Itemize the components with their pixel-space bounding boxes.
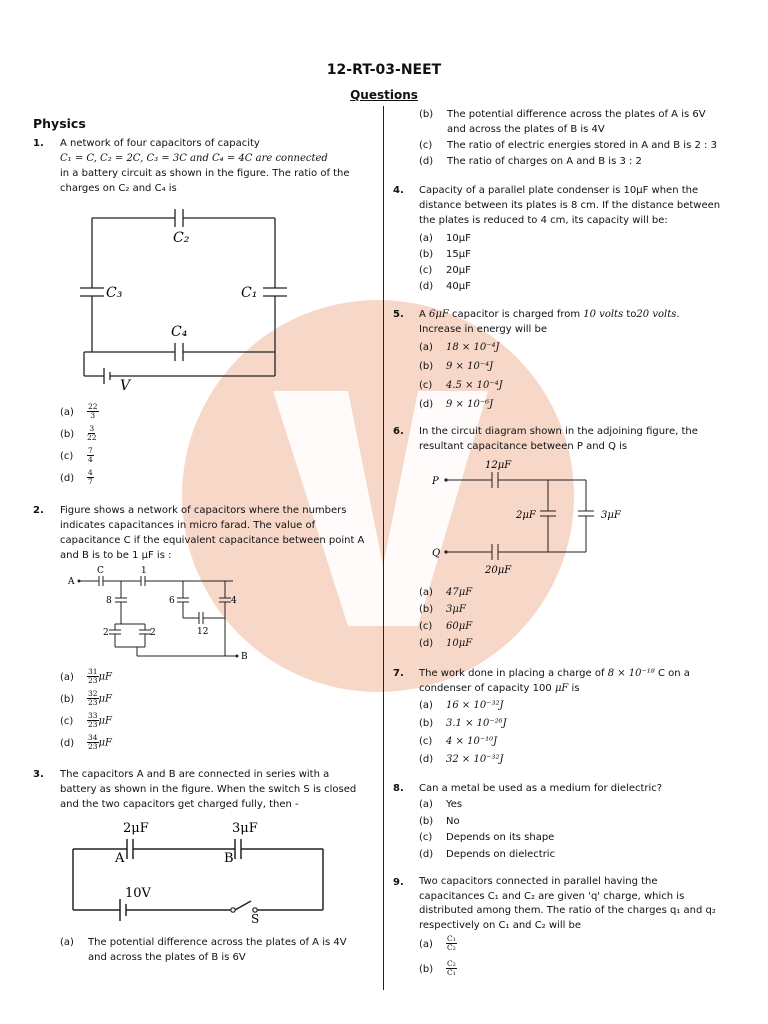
option-c[interactable] [419, 263, 471, 279]
label-one: 1 [141, 566, 147, 576]
fraction-den: C₂ [447, 943, 456, 952]
option-label: (c) [60, 450, 74, 462]
option-label: (b) [419, 718, 434, 729]
text-line: and across the plates of B is 6V [88, 952, 246, 963]
fraction-num: 31 [88, 667, 98, 676]
option-label: (a) [419, 587, 433, 598]
option-label: (c) [60, 715, 74, 727]
text-segment: The work done in placing a charge of [419, 668, 608, 679]
option-text: 32 × 10⁻³²J [446, 754, 504, 765]
option-b[interactable] [419, 814, 555, 831]
option-text: 60μF [446, 621, 473, 632]
text-line: and across the plates of B is 4V [447, 124, 605, 135]
page-subtitle: Questions [350, 88, 418, 102]
option-text: 10μF [446, 638, 473, 649]
q3-option-a[interactable] [60, 935, 378, 965]
option-a[interactable] [419, 935, 457, 960]
option-text: 18 × 10⁻⁴J [446, 342, 500, 353]
option-label: (b) [419, 109, 434, 120]
text-line: The ratio of charges on A and B is 3 : 2 [447, 156, 642, 167]
q4-options [419, 231, 471, 295]
q3-options-continued [419, 107, 739, 169]
option-text: Depends on its shape [446, 832, 555, 843]
option-label: (d) [419, 754, 434, 765]
option-text: Depends on dielectric [446, 848, 556, 860]
option-label: (a) [419, 938, 433, 950]
option-text: Yes [446, 799, 463, 810]
option-label: (b) [419, 249, 434, 260]
option-label: (c) [419, 380, 433, 391]
text-line [419, 307, 749, 322]
text-line: and B is to be 1 μF is : [60, 550, 172, 561]
q6-options [419, 585, 472, 653]
label-cap-b: B [224, 851, 234, 866]
label-q: Q [432, 548, 441, 559]
fraction-den: 23 [88, 676, 98, 685]
label-20uf: 20μF [485, 565, 512, 576]
option-d[interactable] [419, 279, 471, 295]
option-b[interactable] [419, 247, 471, 263]
label-2uf: 2μF [516, 510, 536, 521]
text-segment: capacitor is charged from [448, 309, 584, 320]
option-a[interactable] [419, 585, 472, 602]
option-label: (c) [419, 140, 433, 151]
option-text: No [446, 815, 460, 827]
label-c2: C₂ [173, 230, 190, 246]
option-d[interactable] [60, 469, 99, 491]
option-label: (a) [60, 671, 74, 683]
fraction-den: 22 [87, 433, 97, 442]
text-line [419, 666, 749, 681]
unit: μF [98, 715, 112, 727]
math-segment: 10 volts [583, 309, 624, 320]
question-number: 6. [393, 426, 404, 437]
math-segment: μF [554, 683, 569, 694]
label-two-1: 2 [103, 628, 109, 638]
option-label: (d) [60, 737, 75, 749]
option-b[interactable] [419, 960, 457, 985]
q8-options [419, 797, 555, 863]
fraction-den: 3 [90, 411, 96, 420]
text-line: charges on C₂ and C₄ is [60, 183, 177, 194]
label-10v: 10V [125, 886, 151, 901]
label-2uf: 2μF [123, 821, 149, 836]
fraction-den: C₁ [447, 968, 456, 977]
option-d[interactable] [419, 847, 555, 864]
fraction-num: 22 [88, 402, 98, 411]
option-label: (d) [419, 281, 434, 292]
question-number: 9. [393, 877, 404, 888]
text-line: A network of four capacitors of capacity [60, 138, 260, 149]
fraction-den: 7 [88, 477, 93, 486]
option-d[interactable] [419, 154, 739, 169]
option-text: 9 × 10⁻⁴J [446, 361, 494, 372]
option-b[interactable] [60, 690, 112, 712]
option-b[interactable] [419, 716, 507, 734]
page-title: 12-RT-03-NEET [326, 62, 442, 78]
option-text: 20μF [446, 265, 471, 276]
option-label: (b) [419, 604, 434, 615]
math-segment: 6μF [429, 309, 449, 320]
option-label: (c) [419, 265, 433, 276]
text-line: the plates is reduced to 4 cm, its capacity will be: [419, 215, 668, 226]
text-line: Capacity of a parallel plate condenser is 10μF when the [419, 185, 699, 196]
question-6-text [419, 424, 749, 454]
q1-options [60, 403, 99, 491]
question-number: 2. [33, 505, 44, 516]
option-label: (b) [419, 963, 434, 975]
option-d[interactable] [419, 636, 472, 653]
option-text: 15μF [446, 249, 471, 260]
option-label: (a) [60, 937, 74, 948]
column-divider [383, 106, 384, 990]
fraction-den: 23 [88, 720, 98, 729]
option-text: 47μF [446, 587, 473, 598]
unit: μF [98, 671, 112, 683]
label-a: A [68, 577, 75, 587]
question-number: 3. [33, 769, 44, 780]
label-switch-s: S [251, 912, 260, 926]
math-segment: 20 volts [636, 309, 677, 320]
text-line: distributed among them. The ratio of the charges q₁ and q₂ [419, 905, 716, 916]
question-number: 4. [393, 185, 404, 196]
text-line: battery as shown in the figure. When the switch S is closed [60, 784, 357, 795]
q2-options [60, 668, 112, 756]
option-label: (d) [419, 399, 434, 410]
text-line: resultant capacitance between P and Q is [419, 441, 628, 452]
option-a[interactable] [419, 340, 503, 359]
text-line: The ratio of electric energies stored in A and B is 2 : 3 [447, 140, 717, 151]
q3-circuit-figure [65, 815, 335, 927]
option-label: (c) [419, 736, 433, 747]
label-six: 6 [169, 596, 175, 606]
option-label: (a) [419, 342, 433, 353]
label-twelve: 12 [197, 627, 209, 637]
label-3uf: 3μF [601, 510, 621, 521]
label-eight: 8 [106, 596, 112, 606]
option-label: (a) [60, 406, 74, 418]
text-segment: C on a [654, 668, 690, 679]
fraction-den: 23 [88, 742, 98, 751]
option-text: 40μF [446, 281, 471, 292]
question-2-text [60, 503, 378, 563]
question-1-text [60, 136, 378, 196]
fraction-num: 4 [88, 468, 93, 477]
option-a[interactable] [60, 668, 112, 690]
option-b[interactable] [419, 359, 503, 378]
option-text: 16 × 10⁻³²J [446, 700, 504, 711]
label-four: 4 [231, 596, 237, 606]
question-8-text: Can a metal be used as a medium for dielectric? [419, 783, 663, 794]
option-label: (c) [419, 621, 433, 632]
fraction-num: 32 [88, 689, 98, 698]
text-line: capacitance C if the equivalent capacitance between point A [60, 535, 365, 546]
option-label: (d) [419, 638, 434, 649]
text-segment: condenser of capacity 100 [419, 683, 555, 694]
question-number: 1. [33, 138, 44, 149]
option-label: (d) [60, 472, 75, 484]
label-c3: C₃ [106, 285, 123, 301]
option-label: (a) [419, 799, 433, 810]
option-text: 4 × 10⁻¹⁰J [446, 736, 498, 747]
text-line: The potential difference across the plates of A is 4V [88, 937, 347, 948]
option-label: (a) [419, 233, 433, 244]
fraction-num: 7 [88, 446, 93, 455]
question-number: 8. [393, 783, 404, 794]
question-number: 5. [393, 309, 404, 320]
option-a[interactable] [419, 797, 555, 814]
option-c[interactable] [419, 138, 739, 153]
option-a[interactable] [60, 403, 99, 425]
label-two-2: 2 [150, 628, 156, 638]
unit: μF [98, 737, 112, 749]
label-cap-a: A [115, 851, 125, 866]
option-text: 3.1 × 10⁻²⁶J [446, 718, 507, 729]
text-segment: A [419, 309, 430, 320]
option-d[interactable] [419, 397, 503, 416]
fraction-num: C₂ [447, 959, 456, 968]
option-b[interactable] [60, 425, 99, 447]
text-line: C₁ = C, C₂ = 2C, C₃ = 3C and C₄ = 4C are connected [60, 153, 328, 164]
option-label: (d) [419, 156, 434, 167]
question-5-text [419, 307, 749, 337]
option-label: (b) [419, 815, 434, 827]
option-label: (a) [419, 700, 433, 711]
option-label: (b) [60, 428, 75, 440]
q9-options [419, 935, 457, 985]
option-text: 4.5 × 10⁻⁴J [446, 380, 503, 391]
option-c[interactable] [419, 830, 555, 847]
text-line: Two capacitors connected in parallel having the [419, 876, 658, 887]
text-line: indicates capacitances in micro farad. The value of [60, 520, 316, 531]
option-text: 9 × 10⁻⁶J [446, 399, 494, 410]
label-b: B [241, 652, 248, 662]
text-line: The potential difference across the plates of A is 6V [447, 109, 706, 120]
unit: μF [98, 693, 112, 705]
fraction-den: 4 [88, 455, 93, 464]
text-segment: to [623, 309, 637, 320]
q2-circuit-figure [65, 562, 265, 667]
label-p: P [432, 476, 439, 487]
fraction-num: 33 [88, 711, 98, 720]
option-text: 3μF [446, 604, 466, 615]
label-3uf: 3μF [232, 821, 258, 836]
math-segment: 8 × 10⁻¹⁸ [607, 668, 655, 679]
question-4-text [419, 183, 749, 228]
option-c[interactable] [60, 712, 112, 734]
option-c[interactable] [419, 378, 503, 397]
text-line: and the two capacitors get charged fully, then - [60, 799, 299, 810]
option-label: (b) [419, 361, 434, 372]
option-label: (b) [60, 693, 75, 705]
option-label: (c) [419, 832, 433, 843]
question-number: 7. [393, 668, 404, 679]
question-9-text [419, 875, 749, 933]
option-a[interactable] [419, 698, 507, 716]
label-c: C [97, 566, 104, 576]
text-line: In the circuit diagram shown in the adjoining figure, the [419, 426, 698, 437]
text-line: Figure shows a network of capacitors where the numbers [60, 505, 347, 516]
question-7-text [419, 666, 749, 696]
text-line: respectively on C₁ and C₂ will be [419, 919, 582, 931]
label-v: V [120, 378, 131, 394]
text-line: in a battery circuit as shown in the figure. The ratio of the [60, 168, 350, 179]
q1-circuit-figure [70, 200, 300, 395]
text-line: capacitances C₁ and C₂ are given 'q' charge, which is [419, 890, 685, 902]
text-line: The capacitors A and B are connected in series with a [60, 769, 330, 780]
text-segment: . [676, 309, 680, 320]
text-line: distance between its plates is 8 cm. If the distance between [419, 200, 721, 211]
option-d[interactable] [419, 752, 507, 770]
q6-circuit-figure [428, 456, 628, 578]
fraction-num: C₁ [447, 934, 456, 943]
q5-options [419, 340, 503, 416]
option-c[interactable] [60, 447, 99, 469]
label-c4: C₄ [171, 324, 188, 340]
fraction-num: 3 [89, 424, 95, 433]
option-text: 10μF [446, 233, 471, 244]
text-line [419, 681, 749, 696]
section-heading: Physics [33, 116, 86, 131]
option-c[interactable] [419, 619, 472, 636]
option-d[interactable] [60, 734, 112, 756]
option-label: (d) [419, 848, 434, 860]
label-12uf: 12μF [485, 460, 512, 471]
question-3-text [60, 767, 378, 812]
option-c[interactable] [419, 734, 507, 752]
q7-options [419, 698, 507, 770]
option-a[interactable] [419, 231, 471, 247]
text-line: Increase in energy will be [419, 324, 548, 335]
option-b[interactable] [419, 602, 472, 619]
option-b[interactable] [419, 107, 739, 137]
fraction-num: 34 [88, 733, 98, 742]
label-c1: C₁ [241, 285, 258, 301]
fraction-den: 23 [88, 698, 98, 707]
text-segment: is [568, 683, 580, 694]
